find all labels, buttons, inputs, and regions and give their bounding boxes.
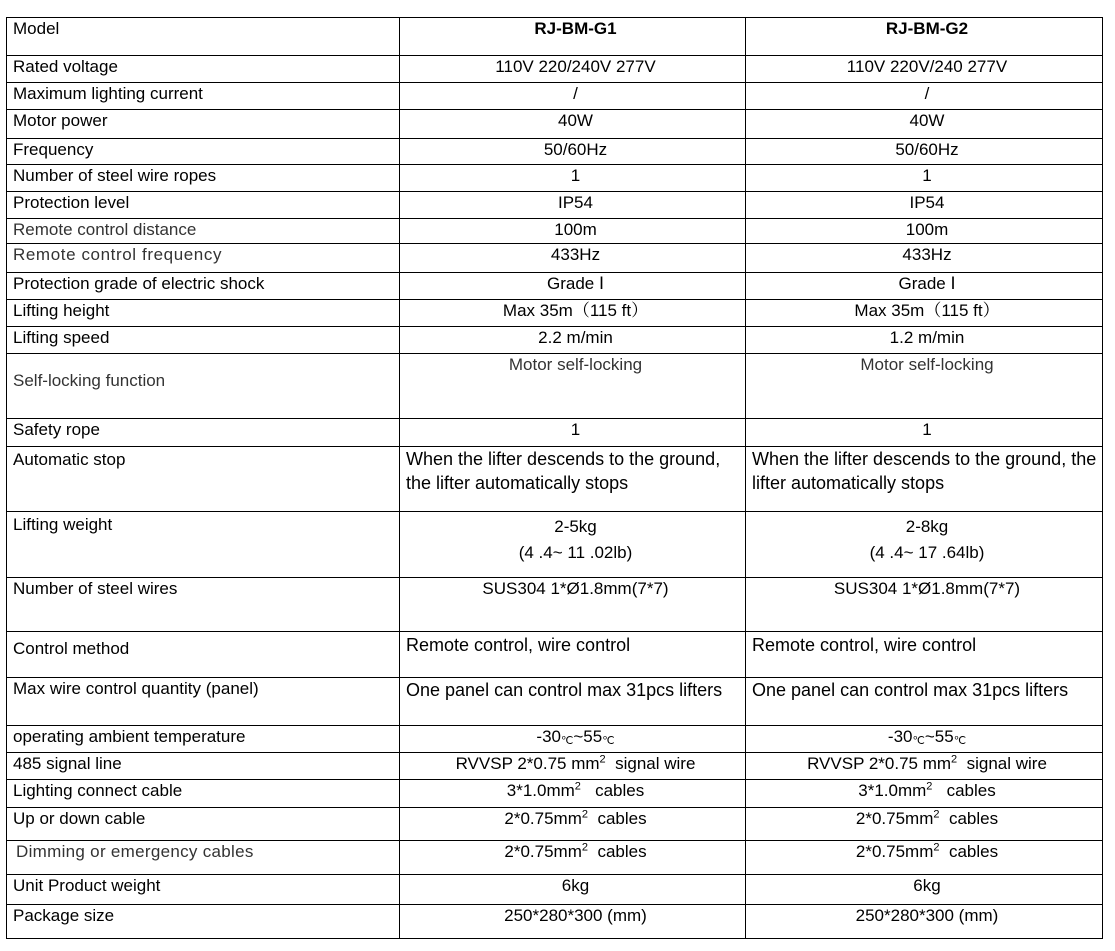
squared-unit: 2: [599, 753, 606, 766]
celsius-unit: ℃: [602, 735, 615, 747]
table-row: [7, 273, 1103, 300]
row-label: operating ambient temperature: [7, 726, 400, 753]
model-2-header: RJ-BM-G2: [746, 18, 1103, 56]
model-1-header: RJ-BM-G1: [400, 18, 746, 56]
row-value-1: When the lifter descends to the ground, the lifter automatically stops: [400, 447, 746, 512]
table-row: [7, 808, 1103, 841]
cable-spec: 2*0.75mm: [855, 809, 934, 828]
row-value-2: 100m: [746, 219, 1103, 244]
celsius-unit: ℃: [561, 735, 574, 747]
row-value-1: 40W: [400, 110, 746, 139]
table-row: [7, 139, 1103, 165]
row-value-2: Max 35m（115 ft）: [746, 300, 1103, 327]
table-row: [7, 219, 1103, 244]
row-label: Max wire control quantity (panel): [7, 678, 400, 726]
row-label: Lifting speed: [7, 327, 400, 354]
row-value-2: 40W: [746, 110, 1103, 139]
row-value-2: One panel can control max 31pcs lifters: [746, 678, 1103, 726]
weight-value: 2-5kg: [554, 517, 597, 536]
row-label: Remote control distance: [7, 219, 400, 244]
row-label: Lighting connect cable: [7, 780, 400, 808]
table-row: [7, 905, 1103, 939]
table-row: [7, 56, 1103, 83]
row-value-1: Max 35m（115 ft）: [400, 300, 746, 327]
table-row: [7, 165, 1103, 192]
table-row: [7, 300, 1103, 327]
temp-max: ~55: [924, 727, 954, 746]
row-value-1: 6kg: [400, 875, 746, 905]
row-label: Protection grade of electric shock: [7, 273, 400, 300]
row-label: Frequency: [7, 139, 400, 165]
row-value-2: 110V 220V/240 277V: [746, 56, 1103, 83]
row-label: Lifting weight: [7, 512, 400, 578]
row-value-2: Grade Ⅰ: [746, 273, 1103, 300]
temp-max: ~55: [573, 727, 603, 746]
row-label: Number of steel wire ropes: [7, 165, 400, 192]
row-value-2: 1: [746, 165, 1103, 192]
row-value-1: [400, 753, 746, 780]
row-value-1: 110V 220/240V 277V: [400, 56, 746, 83]
row-value-2: 1: [746, 419, 1103, 447]
row-label: Self-locking function: [7, 354, 400, 419]
table-row: [7, 354, 1103, 419]
row-label: Control method: [7, 632, 400, 678]
cable-type: cables: [946, 781, 996, 800]
row-label: Safety rope: [7, 419, 400, 447]
row-value-2: 250*280*300 (mm): [746, 905, 1103, 939]
row-value-1: SUS304 1*Ø1.8mm(7*7): [400, 578, 746, 632]
table-row: [7, 419, 1103, 447]
row-label: Motor power: [7, 110, 400, 139]
row-label: Up or down cable: [7, 808, 400, 841]
row-value-1: 100m: [400, 219, 746, 244]
row-label: Protection level: [7, 192, 400, 219]
cable-type: signal wire: [966, 754, 1047, 773]
row-value-1: [400, 808, 746, 841]
row-value-1: Grade Ⅰ: [400, 273, 746, 300]
row-label: Number of steel wires: [7, 578, 400, 632]
row-value-1: 433Hz: [400, 244, 746, 273]
table-row: [7, 841, 1103, 875]
table-row: [7, 632, 1103, 678]
temp-min: -30: [536, 727, 561, 746]
celsius-unit: ℃: [953, 735, 967, 747]
row-value-1: 1: [400, 419, 746, 447]
table-row: [7, 192, 1103, 219]
row-value-2: [746, 512, 1103, 578]
row-value-1: Motor self-locking: [400, 354, 746, 419]
row-value-2: 50/60Hz: [746, 139, 1103, 165]
weight-pounds: (4 .4~ 17 .64lb): [869, 543, 985, 562]
row-value-1: /: [400, 83, 746, 110]
row-value-2: Motor self-locking: [746, 354, 1103, 419]
table-row: [7, 83, 1103, 110]
row-value-2: [746, 726, 1103, 753]
cable-spec: 3*1.0mm: [506, 781, 575, 800]
squared-unit: 2: [574, 780, 581, 793]
table-row: [7, 512, 1103, 578]
cable-spec: RVVSP 2*0.75 mm: [455, 754, 600, 773]
header-label: Model: [7, 18, 400, 56]
row-value-2: IP54: [746, 192, 1103, 219]
squared-unit: 2: [933, 841, 940, 854]
row-label: Remote control frequency: [7, 244, 400, 273]
row-value-1: [400, 780, 746, 808]
cable-type: cables: [597, 842, 647, 861]
squared-unit: 2: [581, 808, 588, 821]
table-row: [7, 327, 1103, 354]
weight-value: 2-8kg: [905, 517, 949, 536]
temp-min: -30: [887, 727, 913, 746]
cable-type: signal wire: [615, 754, 696, 773]
squared-unit: 2: [581, 841, 588, 854]
row-value-2: [746, 841, 1103, 875]
row-value-1: 50/60Hz: [400, 139, 746, 165]
row-value-1: [400, 726, 746, 753]
cable-type: cables: [597, 809, 647, 828]
squared-unit: 2: [951, 753, 958, 766]
table-row: [7, 678, 1103, 726]
cable-type: cables: [948, 842, 999, 861]
table-row: [7, 18, 1103, 56]
cable-spec: 2*0.75mm: [855, 842, 934, 861]
celsius-unit: ℃: [912, 735, 925, 747]
row-label: Package size: [7, 905, 400, 939]
weight-pounds: (4 .4~ 11 .02lb): [518, 543, 633, 562]
row-label: Maximum lighting current: [7, 83, 400, 110]
row-value-1: 2.2 m/min: [400, 327, 746, 354]
table-row: [7, 244, 1103, 273]
row-value-1: Remote control, wire control: [400, 632, 746, 678]
row-value-1: 1: [400, 165, 746, 192]
row-label: Unit Product weight: [7, 875, 400, 905]
row-label: Rated voltage: [7, 56, 400, 83]
row-value-1: 250*280*300 (mm): [400, 905, 746, 939]
row-value-2: 6kg: [746, 875, 1103, 905]
row-label: Lifting height: [7, 300, 400, 327]
table-row: [7, 578, 1103, 632]
row-value-2: 433Hz: [746, 244, 1103, 273]
squared-unit: 2: [926, 780, 933, 793]
cable-type: cables: [595, 781, 645, 800]
row-value-1: One panel can control max 31pcs lifters: [400, 678, 746, 726]
row-value-2: When the lifter descends to the ground, the lifter automatically stops: [746, 447, 1103, 512]
table-row: [7, 726, 1103, 753]
row-value-1: [400, 512, 746, 578]
table-row: [7, 780, 1103, 808]
cable-spec: 2*0.75mm: [504, 809, 582, 828]
row-label: 485 signal line: [7, 753, 400, 780]
cable-spec: RVVSP 2*0.75 mm: [807, 754, 952, 773]
table-row: [7, 447, 1103, 512]
row-label: Automatic stop: [7, 447, 400, 512]
squared-unit: 2: [933, 808, 940, 821]
row-value-2: [746, 780, 1103, 808]
row-value-2: [746, 808, 1103, 841]
spec-table: [6, 17, 1103, 939]
row-label: Dimming or emergency cables: [7, 841, 400, 875]
cable-type: cables: [948, 809, 999, 828]
cable-spec: 3*1.0mm: [858, 781, 927, 800]
table-row: [7, 875, 1103, 905]
row-value-1: [400, 841, 746, 875]
cable-spec: 2*0.75mm: [504, 842, 582, 861]
table-row: [7, 753, 1103, 780]
row-value-2: Remote control, wire control: [746, 632, 1103, 678]
row-value-2: SUS304 1*Ø1.8mm(7*7): [746, 578, 1103, 632]
row-value-2: 1.2 m/min: [746, 327, 1103, 354]
row-value-1: IP54: [400, 192, 746, 219]
row-value-2: [746, 753, 1103, 780]
row-value-2: /: [746, 83, 1103, 110]
table-row: [7, 110, 1103, 139]
